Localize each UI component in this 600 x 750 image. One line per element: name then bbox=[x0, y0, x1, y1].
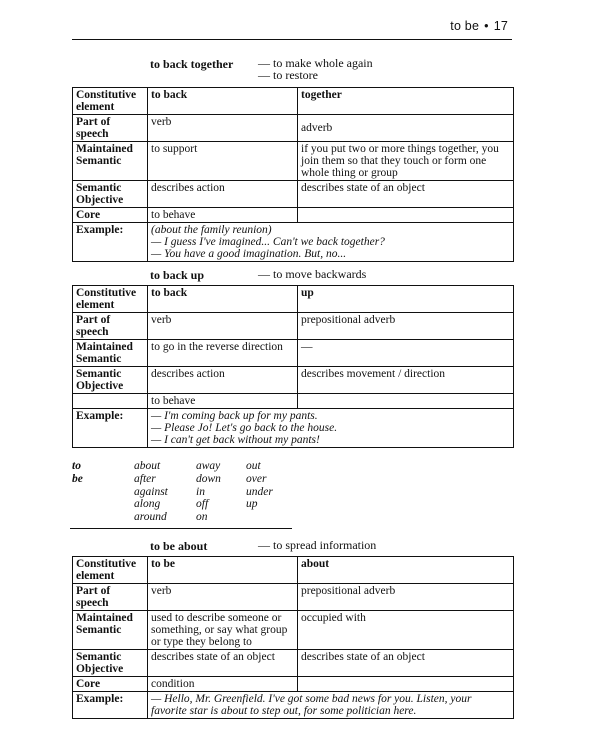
cell: prepositional adverb bbox=[298, 584, 514, 611]
cell: occupied with bbox=[298, 611, 514, 650]
entry-definitions bbox=[258, 57, 373, 81]
example-label: Example: bbox=[73, 409, 148, 448]
column-header: together bbox=[298, 88, 514, 115]
cell: to go in the reverse direction bbox=[148, 340, 298, 367]
cell bbox=[298, 677, 514, 692]
cell: describes state of an object bbox=[298, 181, 514, 208]
cell: to support bbox=[148, 142, 298, 181]
example-line: (about the family reunion) bbox=[151, 224, 272, 236]
cell: condition bbox=[148, 677, 298, 692]
cell: adverb bbox=[298, 115, 514, 142]
entry-heading bbox=[150, 268, 366, 283]
row-label: Semantic Objective bbox=[73, 181, 148, 208]
cell bbox=[298, 208, 514, 223]
table-row bbox=[73, 142, 514, 181]
section-divider bbox=[70, 528, 292, 529]
table-row bbox=[73, 584, 514, 611]
cell: to behave bbox=[148, 394, 298, 409]
row-label: Maintained Semantic bbox=[73, 142, 148, 181]
particle: away bbox=[196, 460, 221, 472]
row-label: Semantic Objective bbox=[73, 367, 148, 394]
cell: verb bbox=[148, 584, 298, 611]
particle: down bbox=[196, 472, 221, 485]
example-text bbox=[148, 409, 514, 448]
particle: on bbox=[196, 511, 208, 524]
example-row bbox=[73, 223, 514, 262]
example-row bbox=[73, 409, 514, 448]
example-line: favorite star is about to step out, for some politician here. bbox=[151, 705, 417, 717]
cell: to behave bbox=[148, 208, 298, 223]
example-line: — I can't get back without my pants! bbox=[151, 434, 320, 446]
row-label: Core bbox=[73, 677, 148, 692]
particle: after bbox=[134, 472, 156, 485]
table-row bbox=[73, 181, 514, 208]
particle: over bbox=[246, 472, 267, 485]
particle-list-lead: to be bbox=[72, 460, 83, 485]
cell: verb bbox=[148, 115, 298, 142]
cell: verb bbox=[148, 313, 298, 340]
particle: up bbox=[246, 498, 258, 511]
entry-term: to back together bbox=[150, 57, 234, 71]
table-row bbox=[73, 650, 514, 677]
table-row bbox=[73, 677, 514, 692]
entry-term: to back up bbox=[150, 268, 205, 282]
table-row bbox=[73, 208, 514, 223]
running-title: to be bbox=[450, 19, 480, 33]
row-label: Part of speech bbox=[73, 584, 148, 611]
particle: out bbox=[246, 460, 261, 472]
particle-column bbox=[134, 460, 168, 524]
example-line: — You have a good imagination. But, no... bbox=[151, 248, 347, 260]
row-label: Part of speech bbox=[73, 313, 148, 340]
table-row bbox=[73, 394, 514, 409]
header-rule bbox=[72, 39, 512, 40]
header-bullet: • bbox=[484, 19, 489, 33]
particle: under bbox=[246, 485, 273, 498]
entry-table bbox=[72, 87, 514, 262]
cell: describes movement / direction bbox=[298, 367, 514, 394]
example-line: — Hello, Mr. Greenfield. I've got some bad news for you. Listen, your bbox=[151, 693, 472, 705]
example-label: Example: bbox=[73, 223, 148, 262]
particle: along bbox=[134, 498, 161, 511]
definition: — to make whole again bbox=[258, 56, 373, 70]
definition: — to spread information bbox=[258, 538, 377, 552]
entry-term: to be about bbox=[150, 539, 208, 553]
row-label: Maintained Semantic bbox=[73, 340, 148, 367]
page-number: 17 bbox=[493, 19, 508, 33]
running-header bbox=[450, 19, 508, 33]
entry-definitions bbox=[258, 539, 376, 551]
column-header: about bbox=[298, 557, 514, 584]
example-line: — I guess I've imagined... Can't we back together? bbox=[151, 236, 385, 248]
entry-table bbox=[72, 285, 514, 448]
column-header: Constitutive element bbox=[73, 557, 148, 584]
cell: if you put two or more things together, you join them so that they touch or form one whole thing or group bbox=[298, 142, 514, 181]
example-row bbox=[73, 692, 514, 719]
particle-column bbox=[196, 460, 221, 524]
entry-definitions bbox=[258, 268, 366, 280]
definition: — to restore bbox=[258, 68, 318, 82]
row-label: Semantic Objective bbox=[73, 650, 148, 677]
cell: used to describe someone or something, or say what group or type they belong to bbox=[148, 611, 298, 650]
column-header: to be bbox=[148, 557, 298, 584]
cell: describes state of an object bbox=[148, 650, 298, 677]
table-row bbox=[73, 313, 514, 340]
row-label bbox=[73, 394, 148, 409]
row-label: Core bbox=[73, 208, 148, 223]
entry-heading bbox=[150, 57, 373, 81]
example-text bbox=[148, 223, 514, 262]
cell: describes action bbox=[148, 181, 298, 208]
example-line: — I'm coming back up for my pants. bbox=[151, 410, 318, 422]
row-label: Part of speech bbox=[73, 115, 148, 142]
cell: — bbox=[298, 340, 514, 367]
table-row bbox=[73, 611, 514, 650]
table-row bbox=[73, 340, 514, 367]
definition: — to move backwards bbox=[258, 267, 367, 281]
particle: around bbox=[134, 511, 167, 524]
column-header: Constitutive element bbox=[73, 88, 148, 115]
table-header-row bbox=[73, 286, 514, 313]
table-header-row bbox=[73, 88, 514, 115]
row-label: Maintained Semantic bbox=[73, 611, 148, 650]
entry-table bbox=[72, 556, 514, 719]
cell bbox=[298, 394, 514, 409]
particle: against bbox=[134, 485, 168, 498]
example-label: Example: bbox=[73, 692, 148, 719]
particle: in bbox=[196, 485, 205, 498]
example-line: — Please Jo! Let's go back to the house. bbox=[151, 422, 338, 434]
entry-heading bbox=[150, 539, 376, 554]
table-row bbox=[73, 115, 514, 142]
cell: describes action bbox=[148, 367, 298, 394]
table-row bbox=[73, 367, 514, 394]
column-header: up bbox=[298, 286, 514, 313]
column-header: Constitutive element bbox=[73, 286, 148, 313]
particle-column bbox=[246, 460, 273, 511]
particle: about bbox=[134, 460, 161, 472]
example-text bbox=[148, 692, 514, 719]
particle: off bbox=[196, 498, 209, 511]
column-header: to back bbox=[148, 286, 298, 313]
cell: describes state of an object bbox=[298, 650, 514, 677]
table-header-row bbox=[73, 557, 514, 584]
column-header: to back bbox=[148, 88, 298, 115]
cell: prepositional adverb bbox=[298, 313, 514, 340]
